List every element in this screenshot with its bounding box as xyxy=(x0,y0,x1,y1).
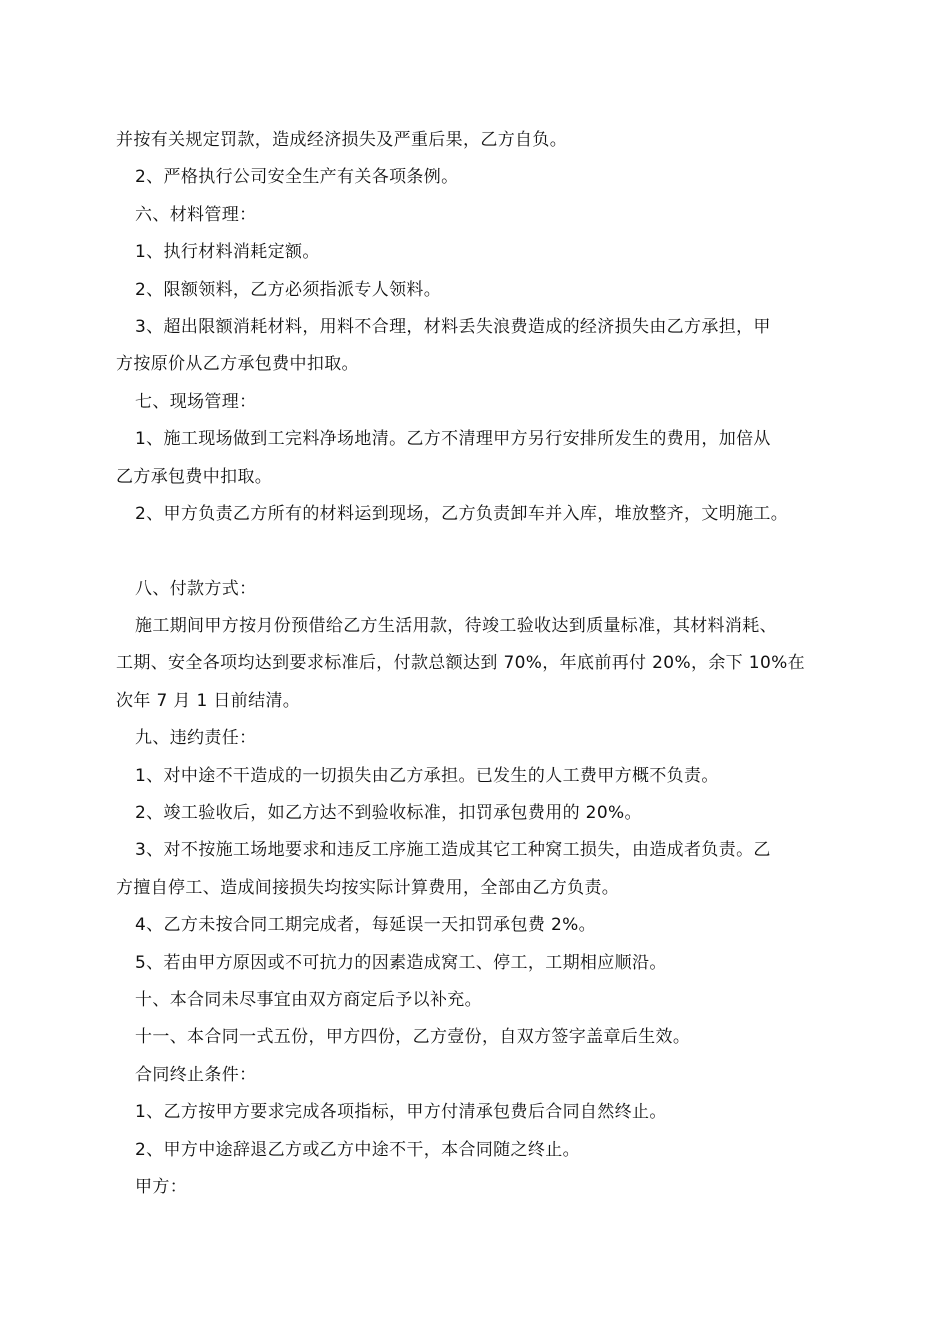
text-line-acceptance-penalty: 2、竣工验收后，如乙方达不到验收标准，扣罚承包费用的 20%。 xyxy=(135,803,642,824)
section-heading-breach-liability: 九、违约责任： xyxy=(135,728,257,749)
text-line-payment-terms: 施工期间甲方按月份预借给乙方生活用款，待竣工验收达到质量标准，其材料消耗、 xyxy=(135,616,777,637)
text-line-midway-loss: 1、对中途不干造成的一切损失由乙方承担。已发生的人工费甲方概不负责。 xyxy=(135,765,719,786)
text-line-early-termination: 2、甲方中途辞退乙方或乙方中途不干，本合同随之终止。 xyxy=(135,1139,580,1160)
text-line-excess-consumption: 3、超出限额消耗材料，用料不合理，材料丢失浪费造成的经济损失由乙方承担，甲 xyxy=(135,316,771,337)
text-line-payment-settlement: 次年 7 月 1 日前结清。 xyxy=(116,690,301,711)
text-line-work-delay-liability: 3、对不按施工场地要求和违反工序施工造成其它工种窝工损失，由造成者负责。乙 xyxy=(135,840,771,861)
text-line-supplement-clause: 十、本合同未尽事宜由双方商定后予以补充。 xyxy=(135,989,482,1010)
paragraph-gap xyxy=(116,533,848,570)
text-line-contract-copies: 十一、本合同一式五份，甲方四份，乙方壹份，自双方签字盖章后生效。 xyxy=(135,1027,691,1048)
text-line-site-cleanup: 1、施工现场做到工完料净场地清。乙方不清理甲方另行安排所发生的费用，加倍从 xyxy=(135,429,771,450)
text-line-safety-rules: 2、严格执行公司安全生产有关各项条例。 xyxy=(135,167,459,188)
text-line-excess-consumption-continuation: 方按原价从乙方承包费中扣取。 xyxy=(116,354,359,375)
contract-body xyxy=(116,122,848,1206)
text-line-limited-requisition: 2、限额领料，乙方必须指派专人领料。 xyxy=(135,279,442,300)
text-line-site-cleanup-continuation: 乙方承包费中扣取。 xyxy=(116,466,273,487)
text-line-work-delay-liability-continuation: 方擅自停工、造成间接损失均按实际计算费用，全部由乙方负责。 xyxy=(116,877,620,898)
text-line-material-quota: 1、执行材料消耗定额。 xyxy=(135,242,320,263)
text-line-material-delivery: 2、甲方负责乙方所有的材料运到现场，乙方负责卸车并入库，堆放整齐，文明施工。 xyxy=(135,503,789,524)
section-heading-termination-conditions: 合同终止条件： xyxy=(135,1064,257,1085)
section-heading-payment-method: 八、付款方式： xyxy=(135,578,257,599)
text-line-schedule-penalty: 4、乙方未按合同工期完成者，每延误一天扣罚承包费 2%。 xyxy=(135,915,596,936)
text-line-payment-terms-continuation: 工期、安全各项均达到要求标准后，付款总额达到 70%，年底前再付 20%，余下 10%在 xyxy=(116,653,805,674)
text-line-force-majeure: 5、若由甲方原因或不可抗力的因素造成窝工、停工，工期相应顺沿。 xyxy=(135,952,667,973)
signature-label-party-a: 甲方： xyxy=(135,1176,188,1197)
text-line-natural-termination: 1、乙方按甲方要求完成各项指标，甲方付清承包费后合同自然终止。 xyxy=(135,1102,667,1123)
text-line-penalty-continuation: 并按有关规定罚款，造成经济损失及严重后果，乙方自负。 xyxy=(116,130,568,150)
section-heading-material-management: 六、材料管理： xyxy=(135,204,257,225)
section-heading-site-management: 七、现场管理： xyxy=(135,391,257,412)
